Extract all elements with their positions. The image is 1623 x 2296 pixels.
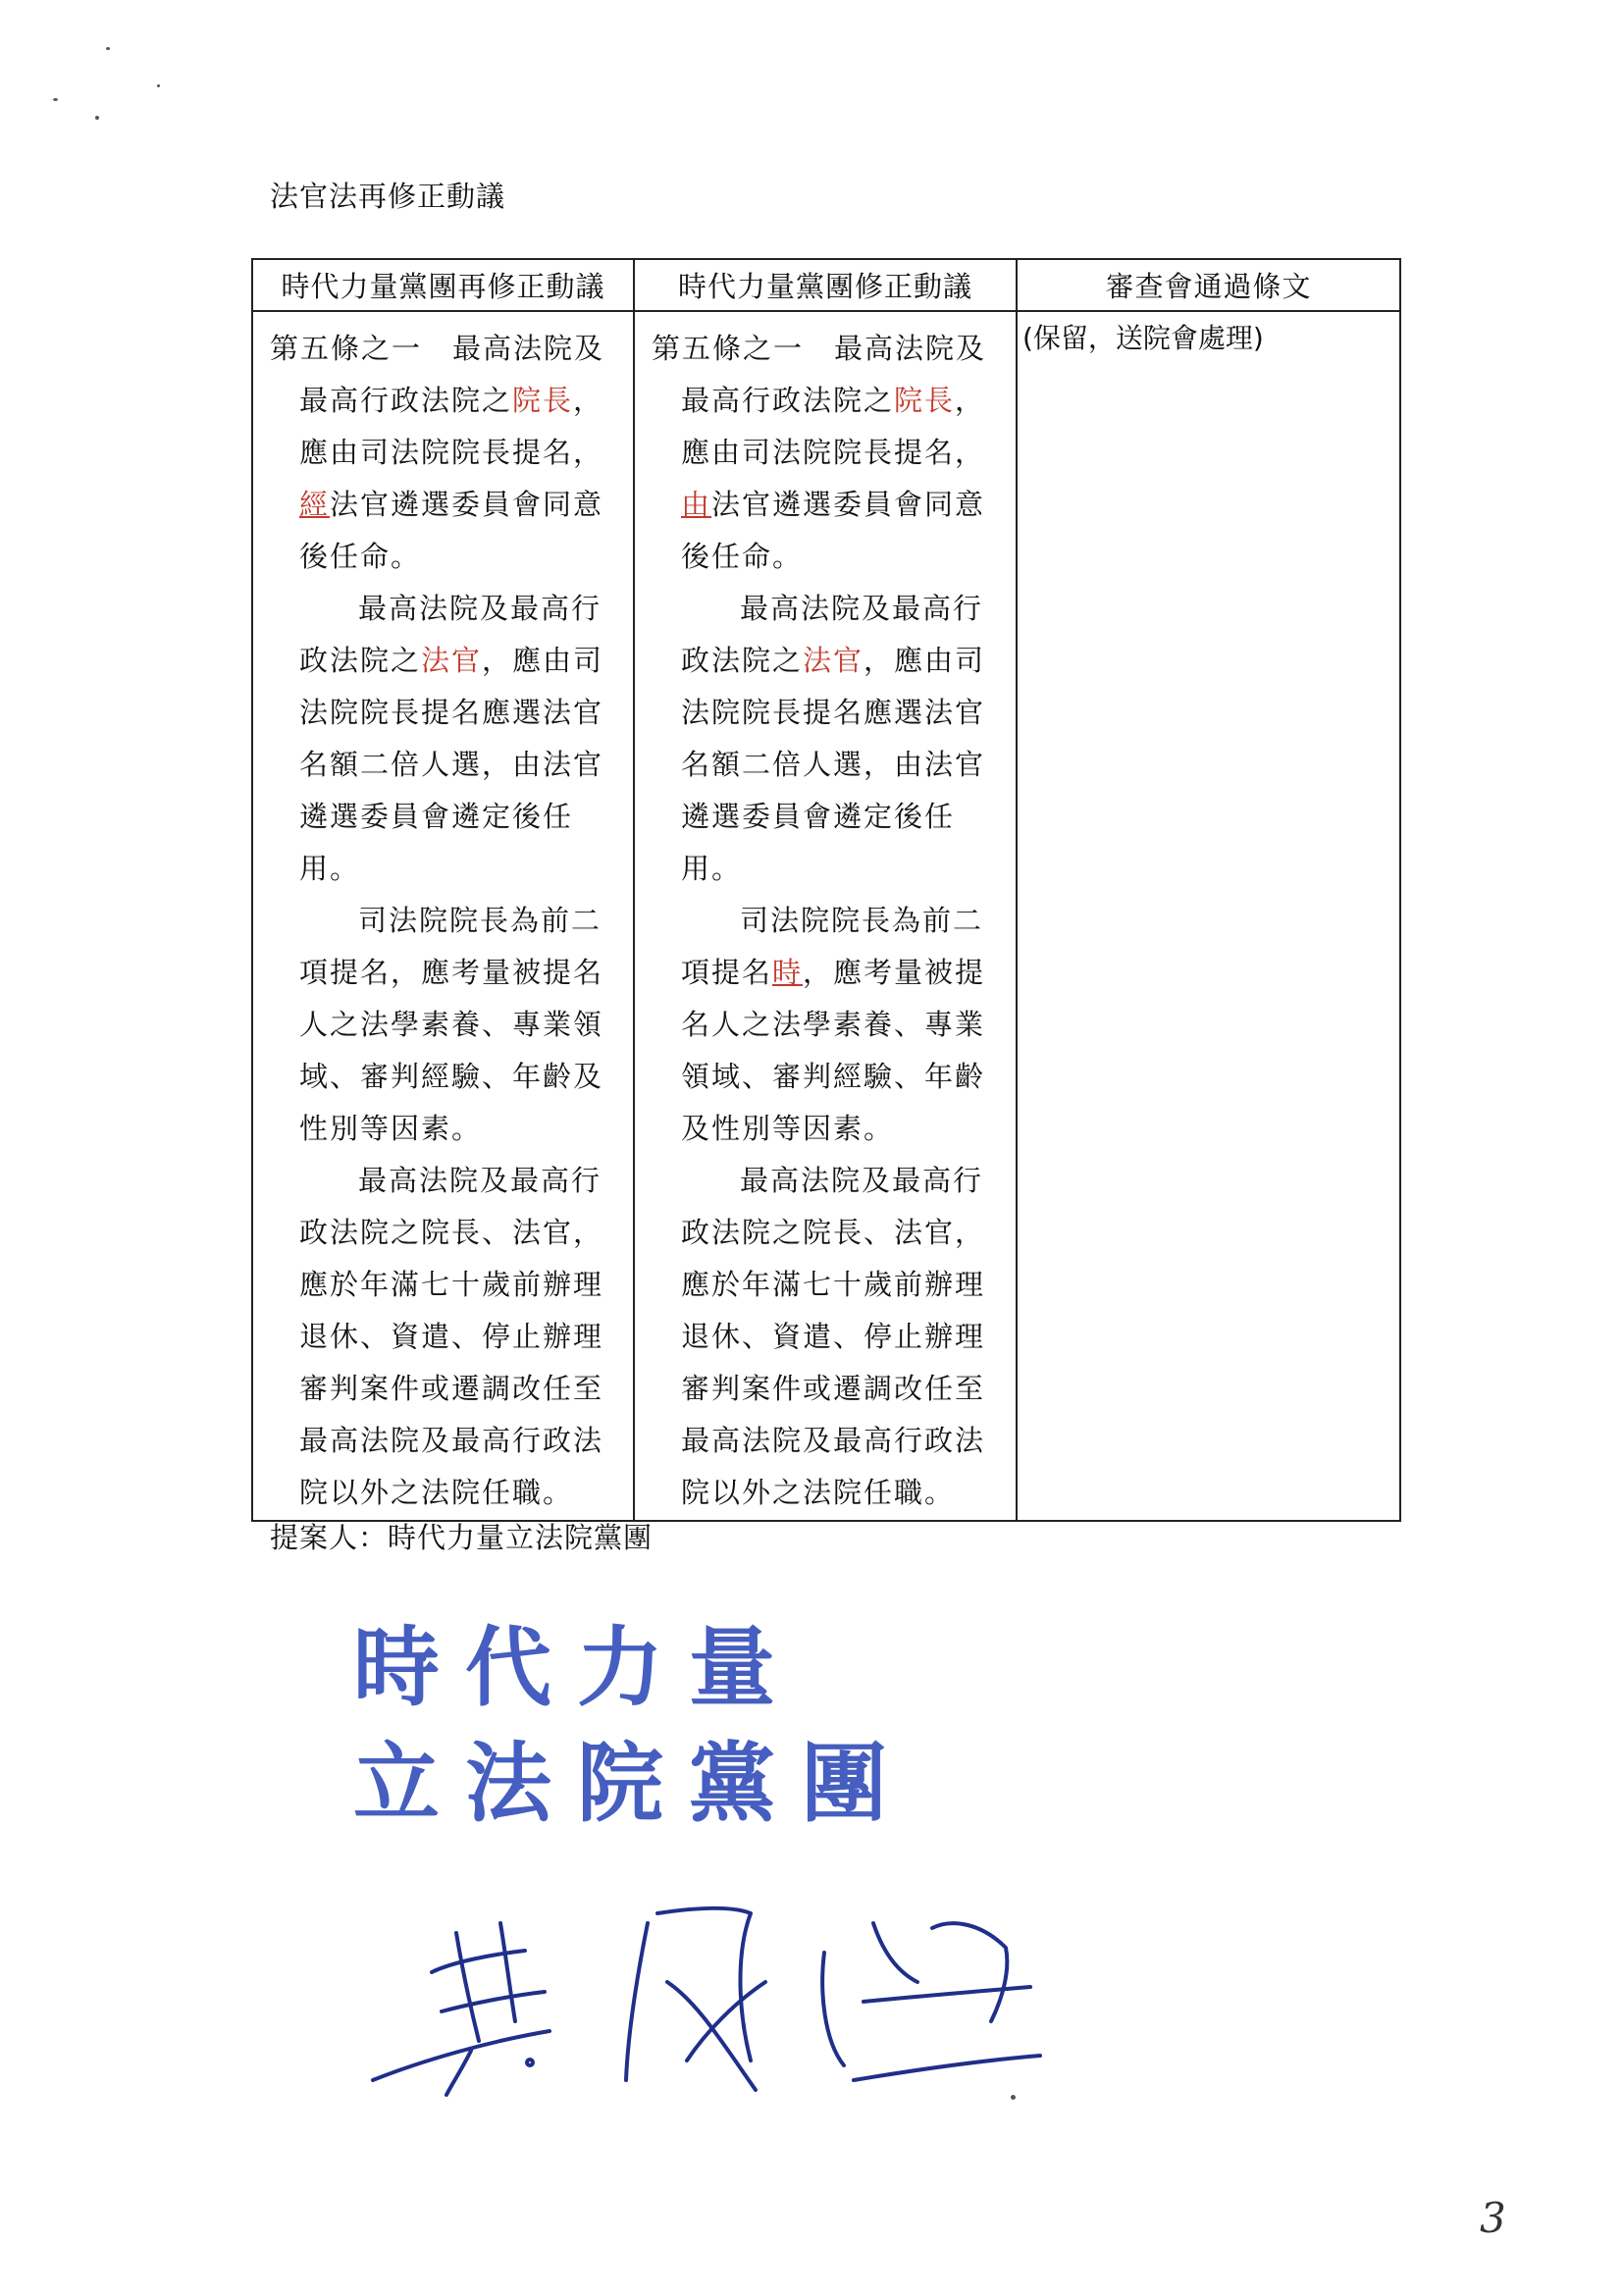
text: ，應由司法院院長提名，	[299, 384, 604, 469]
table-header-row	[252, 259, 1400, 311]
paragraph-2	[652, 583, 1003, 895]
paragraph-4	[652, 1155, 1003, 1519]
paragraph-2	[270, 583, 620, 895]
scan-speck	[95, 116, 99, 120]
handwritten-signature	[363, 1894, 1050, 2119]
highlight-text: 經	[299, 488, 331, 521]
text: 最高法院及最高行政法院之院長、法官，應於年滿七十歲前辦理退休、資遣、停止辦理審判案件或遷調改任至最高法院及最高行政法院以外之法院任職。	[299, 1164, 604, 1509]
stamp-line-2: 立法院黨團	[353, 1732, 914, 1834]
text: 司法院院長為前二項提名	[681, 904, 984, 989]
highlight-text: 院長	[512, 384, 574, 417]
table-body-row	[252, 311, 1400, 1521]
text: ，應由司法院院長提名，	[681, 384, 986, 469]
article-number: 第五條之一	[270, 332, 423, 365]
original-motion-cell	[634, 311, 1017, 1521]
reserved-note: (保留，送院會處理)	[1022, 322, 1264, 354]
scan-speck	[53, 98, 58, 101]
document-title: 法官法再修正動議	[270, 180, 506, 213]
header-committee-text: 審查會通過條文	[1017, 259, 1400, 311]
paragraph-3	[652, 895, 1003, 1155]
page-number: 3	[1480, 2194, 1506, 2242]
text: ，應考量被提名人之法學素養、專業領域、審判經驗、年齡及性別等因素。	[681, 956, 986, 1145]
text: ，應由司法院院長提名應選法官名額二倍人選，由法官遴選委員會遴定後任用。	[681, 644, 986, 885]
scan-speck	[106, 47, 110, 50]
highlight-text: 時	[772, 956, 804, 989]
paragraph-1	[652, 323, 1003, 583]
text: ，應由司法院院長提名應選法官名額二倍人選，由法官遴選委員會遴定後任用。	[299, 644, 604, 885]
paragraph-4	[270, 1155, 620, 1519]
party-caucus-stamp	[353, 1609, 913, 1841]
stamp-line-1: 時代力量	[353, 1616, 802, 1718]
highlight-text: 院長	[894, 384, 956, 417]
header-revised-motion: 時代力量黨團再修正動議	[252, 259, 634, 311]
highlight-text: 由	[681, 488, 712, 521]
highlight-text: 法官	[421, 644, 483, 677]
text: 法官遴選委員會同意後任命。	[299, 488, 604, 573]
revised-motion-cell	[252, 311, 634, 1521]
highlight-text: 法官	[803, 644, 864, 677]
header-original-motion: 時代力量黨團修正動議	[634, 259, 1017, 311]
text: 司法院院長為前二項提名，應考量被提名人之法學素養、專業領域、審判經驗、年齡及性別等因素。	[299, 904, 604, 1145]
article-number: 第五條之一	[652, 332, 805, 365]
text: 最高法院及最高行政法院之	[681, 592, 984, 677]
scan-speck	[157, 84, 160, 87]
text: 法官遴選委員會同意後任命。	[681, 488, 986, 573]
text: 最高法院及最高行政法院之	[681, 332, 987, 417]
paragraph-3	[270, 895, 620, 1155]
committee-text-cell	[1017, 311, 1400, 1521]
scan-speck	[1011, 2095, 1016, 2100]
paragraph-1	[270, 323, 620, 583]
text: 最高法院及最高行政法院之	[299, 332, 605, 417]
proposer-line: 提案人：時代力量立法院黨團	[270, 1521, 654, 1554]
motion-table	[251, 258, 1401, 1522]
text: 最高法院及最高行政法院之院長、法官，應於年滿七十歲前辦理退休、資遣、停止辦理審判案件或遷調改任至最高法院及最高行政法院以外之法院任職。	[681, 1164, 986, 1509]
text: 最高法院及最高行政法院之	[299, 592, 602, 677]
